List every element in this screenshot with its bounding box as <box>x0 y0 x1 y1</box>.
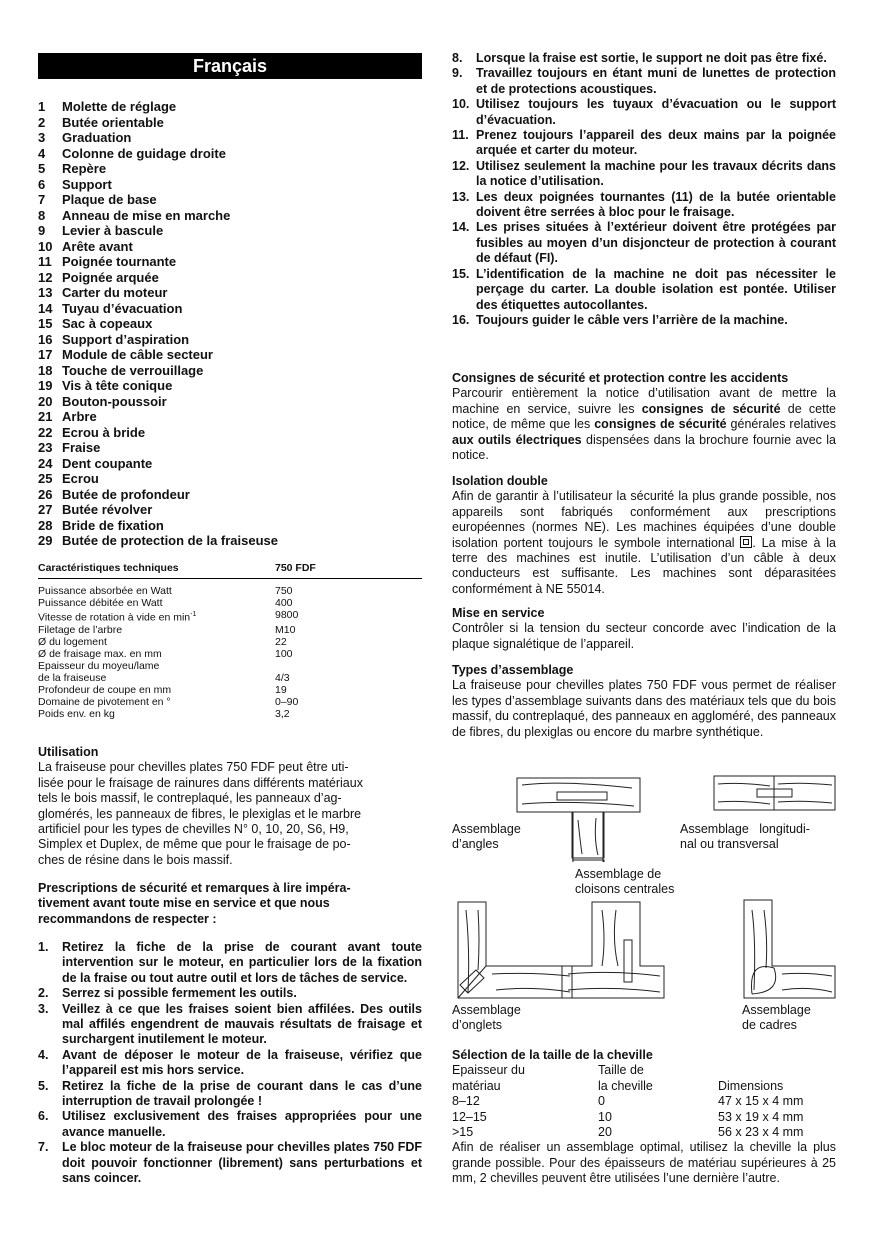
part-label: Plaque de base <box>62 192 157 207</box>
part-number: 13 <box>38 285 53 300</box>
part-item <box>38 115 422 131</box>
part-number: 5 <box>38 161 46 176</box>
part-number: 1 <box>38 99 46 114</box>
part-item <box>38 208 422 224</box>
prescription-text: Retirez la fiche de la prise de courant dans le cas d’une interruption de travail prolongée ! <box>62 1078 422 1109</box>
part-label: Anneau de mise en marche <box>62 207 231 223</box>
part-item <box>38 502 422 518</box>
prescription-text: Utilisez toujours les tuyaux d’évacuation ou le support d’évacuation. <box>476 97 836 127</box>
prescriptions-list-left <box>38 940 422 1187</box>
specs-header <box>38 562 422 574</box>
part-item <box>38 301 422 317</box>
isolation-section <box>452 474 836 597</box>
selection-note: Afin de réaliser un assemblage optimal, utilisez la cheville la plus grande possible. Pour des épaisseurs de matériau supérieures à 25 mm, 2 chevilles peuvent être utilisées l’une dernière l’autre. <box>452 1140 836 1186</box>
prescription-text: Le bloc moteur de la fraiseuse pour chevilles plates 750 FDF doit pouvoir fonctionner (librement) sans perturbations et sans coincer. <box>62 1140 422 1186</box>
part-item <box>38 239 422 255</box>
central-partition-joint-figure <box>562 902 664 998</box>
part-item <box>38 270 422 286</box>
prescription-number: 11. <box>452 128 469 143</box>
mise-title: Mise en service <box>452 606 545 620</box>
prescription-number: 5. <box>38 1078 49 1093</box>
types-text: La fraiseuse pour chevilles plates 750 FDF vous permet de réaliser les types d’assemblage suivants dans des matériaux tels que du bois massif, du contreplaqué, des panneaux en aggloméré, des panneaux de fibres, du plexiglas ou encore du marbre synthétique. <box>452 678 836 739</box>
prescription-text: Toujours guider le câble vers l’arrière de la machine. <box>476 312 788 327</box>
prescription-item <box>452 97 836 128</box>
part-label: Tuyau d’évacuation <box>62 300 183 316</box>
isolation-text: Afin de garantir à l’utilisateur la sécurité la plus grande possible, nos appareils sont fabriqués conformément aux prescriptions européennes (normes NE). Les machines équipées d’une double isolation portent toujours le symbole international . La mise à la terre des machines est inutile. L’utilisation d’un câble à deux conducteurs est suffisante. Les machines sont déparasitées conformément à NE 55014. <box>452 489 836 596</box>
part-item <box>38 285 422 301</box>
part-item <box>38 533 422 549</box>
prescription-text: L’identification de la machine ne doit pas nécessiter le perçage du carter. La double isolation est pontée. Utiliser des étiquettes autocollantes. <box>476 266 836 312</box>
spec-key: Epaisseur du moyeu/lame <box>38 659 160 672</box>
part-item <box>38 254 422 270</box>
prescription-text: Travaillez toujours en étant muni de lunettes de protection et de protections acoustiques. <box>476 66 836 96</box>
prescription-number: 10. <box>452 97 470 112</box>
caption-longitudinal: Assemblage longitudi- nal ou transversal <box>680 822 810 852</box>
prescription-item <box>38 1109 422 1140</box>
spec-key: Puissance absorbée en Watt <box>38 585 172 597</box>
part-item <box>38 440 422 456</box>
consignes-title: Consignes de sécurité et protection contre les accidents <box>452 371 789 385</box>
selection-thickness: 12–15 <box>452 1109 487 1124</box>
specs-table <box>38 585 422 720</box>
prescription-item <box>452 220 836 266</box>
part-number: 8 <box>38 207 46 223</box>
part-item <box>38 378 422 394</box>
part-label: Levier à bascule <box>62 223 164 238</box>
part-number: 18 <box>38 362 53 378</box>
part-number: 20 <box>38 393 53 409</box>
prescription-item <box>38 1140 422 1186</box>
selection-row <box>452 1110 836 1125</box>
prescriptions-list-right <box>452 51 836 328</box>
part-number: 22 <box>38 424 53 440</box>
part-label: Poignée tournante <box>62 254 177 269</box>
prescription-item <box>452 313 836 328</box>
spec-key: Domaine de pivotement en ° <box>38 695 171 708</box>
part-label: Arbre <box>62 409 97 424</box>
part-number: 2 <box>38 114 46 130</box>
central-partition-vertical-figure <box>572 812 604 862</box>
selection-thickness: >15 <box>452 1125 474 1140</box>
part-label: Ecrou <box>62 471 99 486</box>
selection-thickness: 8–12 <box>452 1094 480 1109</box>
mise-text: Contrôler si la tension du secteur concorde avec l’indication de la plaque signalétique de l’appareil. <box>452 621 836 651</box>
part-label: Bride de fixation <box>62 517 164 533</box>
spec-value: 19 <box>275 683 287 696</box>
part-number: 29 <box>38 533 53 548</box>
part-item <box>38 146 422 162</box>
spec-key: Profondeur de coupe en mm <box>38 683 172 696</box>
selection-header-row: Epaisseur du Taille de <box>452 1063 644 1078</box>
selection-title: Sélection de la taille de la cheville <box>452 1048 653 1062</box>
part-number: 11 <box>38 254 52 269</box>
part-label: Colonne de guidage droite <box>62 145 226 161</box>
prescription-item <box>38 1048 422 1079</box>
utilisation-line: ches de résine dans le bois massif. <box>38 852 233 867</box>
part-item <box>38 223 422 239</box>
part-label: Dent coupante <box>62 455 153 471</box>
part-number: 3 <box>38 130 46 145</box>
prescription-item <box>452 267 836 313</box>
part-label: Repère <box>62 161 107 176</box>
spec-value: 750 <box>275 585 293 597</box>
utilisation-section <box>38 745 422 868</box>
part-label: Ecrou à bride <box>62 424 146 440</box>
part-label: Carter du moteur <box>62 285 168 300</box>
selection-dimensions: 56 x 23 x 4 mm <box>718 1125 804 1140</box>
part-label: Module de câble secteur <box>62 347 213 362</box>
part-label: Butée révolver <box>62 502 153 517</box>
part-label: Butée de protection de la fraiseuse <box>62 533 279 548</box>
part-number: 27 <box>38 502 53 517</box>
longitudinal-joint-figure <box>714 776 835 810</box>
prescription-item <box>452 128 836 159</box>
part-number: 24 <box>38 455 53 471</box>
spec-key: Puissance débitée en Watt <box>38 597 163 609</box>
prescription-text: Les prises situées à l’extérieur doivent être protégées par fusibles au moyen d’un disjoncteur de protection à courant de défaut (FI). <box>476 220 836 266</box>
spec-row <box>38 660 422 672</box>
prescription-item <box>38 986 422 1001</box>
spec-row <box>38 597 422 609</box>
prescription-number: 1. <box>38 940 49 954</box>
utilisation-line: La fraiseuse pour chevilles plates 750 FDF peut être uti- <box>38 760 349 775</box>
spec-value: 0–90 <box>275 695 299 708</box>
part-number: 21 <box>38 409 53 424</box>
part-number: 16 <box>38 331 53 347</box>
prescription-text: Prenez toujours l’appareil des deux mains par la poignée arquée et carter du moteur. <box>476 128 836 158</box>
part-number: 25 <box>38 471 53 486</box>
selection-size: 0 <box>598 1094 605 1109</box>
part-number: 9 <box>38 223 46 238</box>
spec-key: Vitesse de rotation à vide en $\min^{-1}$ <box>38 611 197 624</box>
spec-row <box>38 708 422 720</box>
spec-unit-sup: -1 <box>190 611 197 618</box>
prescription-item <box>452 190 836 221</box>
selection-row <box>452 1094 836 1109</box>
prescription-number: 12. <box>452 158 470 173</box>
corner-joint-figure <box>517 778 640 858</box>
prescriptions-title <box>38 881 422 927</box>
types-title: Types d’assemblage <box>452 663 574 677</box>
prescription-text: Avant de déposer le moteur de la fraiseuse, vérifiez que l’appareil est mis hors service. <box>62 1047 422 1078</box>
part-number: 19 <box>38 378 53 393</box>
caption-cadres: Assemblage de cadres <box>742 1003 811 1033</box>
caption-cloisons: Assemblage de cloisons centrales <box>575 867 675 897</box>
spec-value: 4/3 <box>275 671 290 684</box>
consignes-text: Parcourir entièrement la notice d’utilisation avant de mettre la machine en service, suivre les consignes de sécurité de cette notice, de même que les consignes de sécurité générales relatives aux outils électriques dispensées dans la brochure fournie avec la notice. <box>452 386 836 463</box>
parts-list <box>38 99 422 549</box>
spec-row <box>38 609 422 624</box>
prescription-number: 4. <box>38 1047 49 1062</box>
part-number: 17 <box>38 347 53 362</box>
prescription-item <box>38 940 422 986</box>
specs-header-model: 750 FDF <box>275 562 316 574</box>
frame-joint-figure <box>744 900 835 998</box>
part-number: 23 <box>38 440 53 455</box>
mise-section <box>452 606 836 652</box>
part-label: Sac à copeaux <box>62 316 153 331</box>
part-number: 4 <box>38 145 46 161</box>
spec-row <box>38 624 422 636</box>
selection-header-row-2: matériau la cheville Dimensions <box>452 1078 784 1093</box>
utilisation-line: artificiel pour les types de chevilles N° 0, 10, 20, S6, H9, <box>38 822 349 837</box>
prescription-text: Serrez si possible fermement les outils. <box>62 986 297 1001</box>
mitre-joint-figure <box>458 902 572 998</box>
part-label: Support d’aspiration <box>62 331 190 347</box>
part-item <box>38 332 422 348</box>
spec-value: 22 <box>275 635 287 648</box>
part-item <box>38 487 422 503</box>
spec-value: 9800 <box>275 609 299 621</box>
part-item <box>38 161 422 177</box>
selection-section <box>452 1048 836 1187</box>
selection-rows <box>452 1094 836 1140</box>
spec-row <box>38 672 422 684</box>
prescription-text: Les deux poignées tournantes (11) de la butée orientable doivent être serrées à bloc pour le fraisage. <box>476 189 836 220</box>
part-label: Butée orientable <box>62 114 164 130</box>
part-item <box>38 130 422 146</box>
part-item <box>38 99 422 115</box>
part-label: Fraise <box>62 440 101 455</box>
prescription-number: 9. <box>452 66 463 81</box>
spec-value: 3,2 <box>275 707 290 720</box>
prescription-number: 14. <box>452 220 470 235</box>
language-header: Français <box>38 53 422 79</box>
selection-row <box>452 1125 836 1140</box>
spec-row <box>38 684 422 696</box>
part-item <box>38 347 422 363</box>
utilisation-line: glomérés, les panneaux de fibres, le plexiglas et le marbre <box>38 806 362 821</box>
caption-angles: Assemblage d’angles <box>452 822 521 852</box>
prescription-item <box>452 66 836 97</box>
isolation-title: Isolation double <box>452 474 548 488</box>
part-number: 7 <box>38 192 46 207</box>
prescription-text: Retirez la fiche de la prise de courant avant toute intervention sur le moteur, en particulier lors de la fixation de la fraise ou tout autre outil et lors de tâches de service. <box>62 940 422 985</box>
part-item <box>38 471 422 487</box>
part-item <box>38 456 422 472</box>
part-item <box>38 409 422 425</box>
prescription-number: 6. <box>38 1109 49 1124</box>
selection-size: 10 <box>598 1109 612 1124</box>
prescription-item <box>38 1079 422 1110</box>
utilisation-text <box>38 760 422 868</box>
spec-key: de la fraiseuse <box>38 671 107 684</box>
utilisation-title: Utilisation <box>38 745 99 759</box>
selection-size: 20 <box>598 1125 612 1140</box>
prescription-text: Veillez à ce que les fraises soient bien affilées. Des outils mal affilés engendrent de mauvais résultats de fraisage et surchargent inutilement le moteur. <box>62 1001 422 1047</box>
part-item <box>38 192 422 208</box>
part-label: Butée de profondeur <box>62 486 190 502</box>
part-number: 10 <box>38 238 53 254</box>
part-label: Arête avant <box>62 238 133 254</box>
prescription-item <box>38 1002 422 1048</box>
prescriptions-title-line: recommandons de respecter : <box>38 911 217 926</box>
spec-key: Ø de fraisage max. en mm <box>38 647 162 660</box>
utilisation-line: Simplex et Duplex, de même que pour le fraisage de po- <box>38 837 351 852</box>
part-item <box>38 316 422 332</box>
selection-dimensions: 53 x 19 x 4 mm <box>718 1109 804 1124</box>
prescription-number: 16. <box>452 312 470 327</box>
prescription-item <box>452 51 836 66</box>
part-number: 14 <box>38 300 53 316</box>
part-label: Vis à tête conique <box>62 378 173 393</box>
types-section <box>452 663 836 740</box>
prescriptions-title-line: tivement avant toute mise en service et que nous <box>38 896 330 911</box>
prescription-text: Utilisez seulement la machine pour les travaux décrits dans la notice d’utilisation. <box>476 158 836 189</box>
prescriptions-title-line: Prescriptions de sécurité et remarques à lire impéra- <box>38 881 351 895</box>
prescription-item <box>452 159 836 190</box>
spec-row <box>38 696 422 708</box>
part-number: 26 <box>38 486 53 502</box>
double-isolation-icon <box>740 536 752 548</box>
prescription-number: 7. <box>38 1140 49 1155</box>
prescription-text: Utilisez exclusivement des fraises appropriées pour une avance manuelle. <box>62 1109 422 1139</box>
spec-key: Ø du logement <box>38 635 107 648</box>
spec-key: Poids env. en kg <box>38 707 115 720</box>
utilisation-line: lisée pour le fraisage de rainures dans différents matériaux <box>38 775 363 790</box>
part-label: Graduation <box>62 130 132 145</box>
spec-value: M10 <box>275 623 296 636</box>
part-number: 28 <box>38 517 53 533</box>
part-item <box>38 394 422 410</box>
specs-header-label: Caractéristiques techniques <box>38 562 179 574</box>
part-item <box>38 518 422 534</box>
part-label: Touche de verrouillage <box>62 362 204 378</box>
caption-onglets: Assemblage d’onglets <box>452 1003 521 1033</box>
part-item <box>38 425 422 441</box>
part-number: 15 <box>38 316 53 331</box>
prescription-number: 13. <box>452 189 470 204</box>
part-number: 6 <box>38 176 46 192</box>
utilisation-line: tels le bois massif, le contreplaqué, les panneaux d’ag- <box>38 791 342 806</box>
spec-key: Filetage de l’arbre <box>38 623 123 636</box>
selection-dimensions: 47 x 15 x 4 mm <box>718 1094 804 1109</box>
spec-value: 100 <box>275 647 293 660</box>
prescription-number: 2. <box>38 986 49 1001</box>
prescription-number: 15. <box>452 266 470 281</box>
spec-row <box>38 585 422 597</box>
consignes-section <box>452 371 836 463</box>
prescription-text: Lorsque la fraise est sortie, le support ne doit pas être fixé. <box>476 51 827 65</box>
part-item <box>38 363 422 379</box>
prescription-number: 8. <box>452 51 463 65</box>
spec-row <box>38 648 422 660</box>
prescription-number: 3. <box>38 1001 49 1016</box>
spec-row <box>38 636 422 648</box>
part-label: Poignée arquée <box>62 269 159 285</box>
specs-divider <box>38 578 422 579</box>
spec-value: 400 <box>275 597 293 609</box>
part-label: Support <box>62 176 112 192</box>
part-item <box>38 177 422 193</box>
part-label: Molette de réglage <box>62 99 177 114</box>
part-number: 12 <box>38 269 53 285</box>
part-label: Bouton-poussoir <box>62 393 167 409</box>
